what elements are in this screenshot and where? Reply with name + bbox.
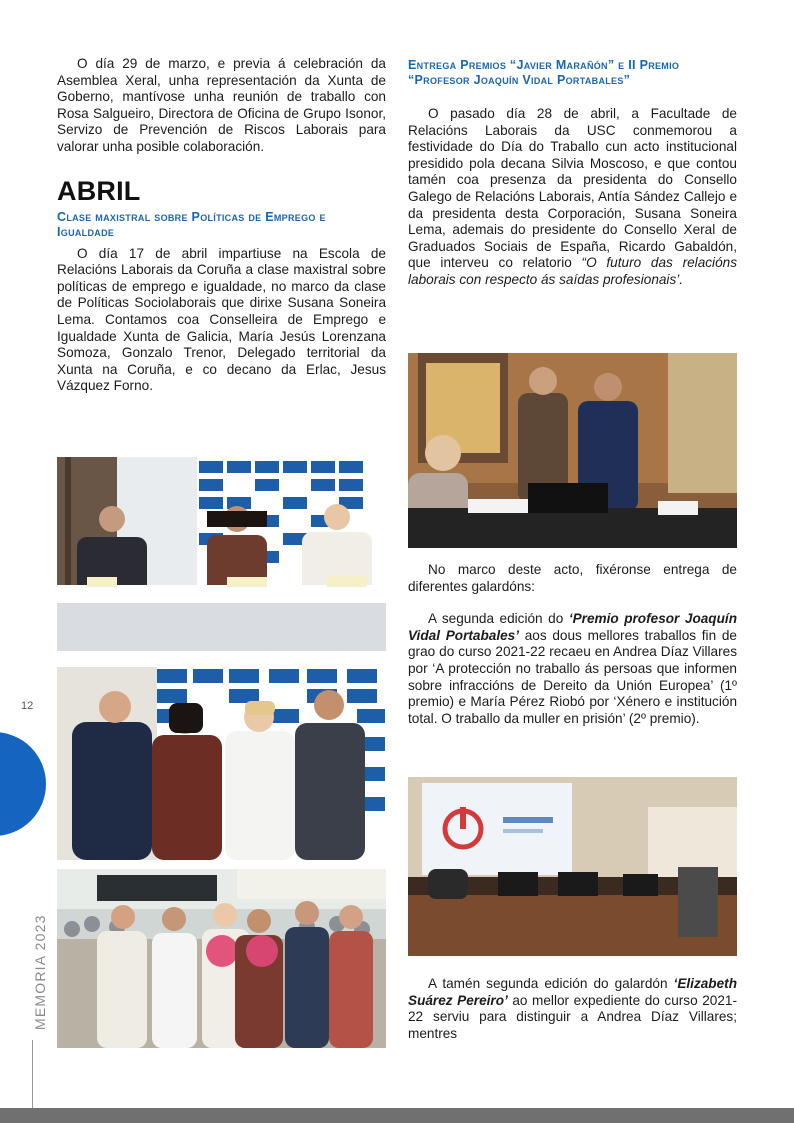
- photo-panel-table: [57, 457, 386, 651]
- footer-bar: [0, 1108, 794, 1123]
- month-heading: ABRIL: [57, 175, 141, 206]
- premio-vidal-post: aos dous mellores traballos fin de grao do curso 2021-22 recaeu en Andrea Díaz Villares por ‘A protección no traballo ás persoas que informen sobre infraccións de Dereito da Unión Europea’ (1º premio) e María Pérez Riobó por ‘Xénero e institución total. O traballo da muller en prisión’ (2º premio).: [408, 627, 737, 726]
- premio-vidal-pre: A segunda edición do: [428, 611, 569, 627]
- photo-group-standing: [57, 667, 386, 860]
- premio-suarez-paragraph: [408, 976, 737, 1042]
- right-column-top: [408, 58, 737, 289]
- photo-group-flowers: [57, 869, 386, 1048]
- right-column-bottom: [408, 976, 737, 1042]
- memoria-side-label: MEMORIA 2023: [32, 914, 48, 1030]
- relatorio-quote: “O futuro das relacións laborais con respecto ás saídas profesionais’.: [408, 255, 737, 287]
- entrega-paragraph-text: O pasado día 28 de abril, a Facultade de Relacións Laborais da USC conmemorou a festividade do Día do Traballo cun acto institucional presidido pola decana Silvia Moscoso, e que contou tamén coa presenza da presidenta do Consello Galego de Relacións Laborais, Antía Sández Callejo e da presidenta desta Corporación, Susana Soneira Lema, ademais do presidente do Consello Xeral de Graduados Sociais de España, Ricardo Gabaldón, que interveu co relatorio: [408, 106, 737, 271]
- premio-suarez-post: ao mellor expediente do curso 2021-22 serviu para distinguir a Andrea Díaz Villares; mentres: [408, 992, 737, 1041]
- side-divider-line: [32, 1040, 33, 1110]
- photo-presentation-hall: [408, 777, 737, 956]
- left-column: [57, 56, 386, 395]
- section-title-entrega-premios: Entrega Premios “Javier Marañón” e II Premio “Profesor Joaquín Vidal Portabales”: [408, 58, 680, 87]
- premio-vidal-award: ‘Premio profesor Joaquín Vidal Portabales’: [408, 611, 737, 643]
- right-column-middle: [408, 562, 737, 727]
- page-number: 12: [21, 700, 34, 712]
- decorative-blue-circle: [0, 732, 46, 836]
- galardons-paragraph: No marco deste acto, fixéronse entrega de diferentes galardóns:: [408, 562, 737, 594]
- section-title-clase-maxistral: Clase maxistral sobre Políticas de Emprego e Igualdade: [57, 209, 326, 239]
- premio-suarez-award: ‘Elizabeth Suárez Pereiro’: [408, 976, 737, 1008]
- photo-award-handshake: [408, 353, 737, 548]
- premio-vidal-paragraph: [408, 611, 737, 727]
- premio-suarez-pre: A tamén segunda edición do galardón: [428, 976, 674, 991]
- clase-maxistral-paragraph: O día 17 de abril impartiuse na Escola de Relacións Laborais da Coruña a clase maxistral sobre políticas de emprego e igualdade, no marco da clase de Políticas Sociolaborais que dirixe Susana Soneira Lema. Contamos coa Conselleira de Emprego e Igualdade Xunta de Galicia, María Jesús Lorenzana Somoza, Gonzalo Trenor, Delegado territorial da Xunta na Coruña, e co decano da Erlac, Jesus Vázquez Forno.: [57, 245, 386, 394]
- entrega-paragraph: [408, 106, 737, 289]
- intro-paragraph: O día 29 de marzo, e previa á celebración da Asemblea Xeral, unha representación da Xunta de Goberno, mantívose unha reunión de traballo con Rosa Salgueiro, Directora de Oficina de Grupo Isonor, Servizo de Prevención de Riscos Laborais para valorar unha posible colaboración.: [57, 56, 386, 154]
